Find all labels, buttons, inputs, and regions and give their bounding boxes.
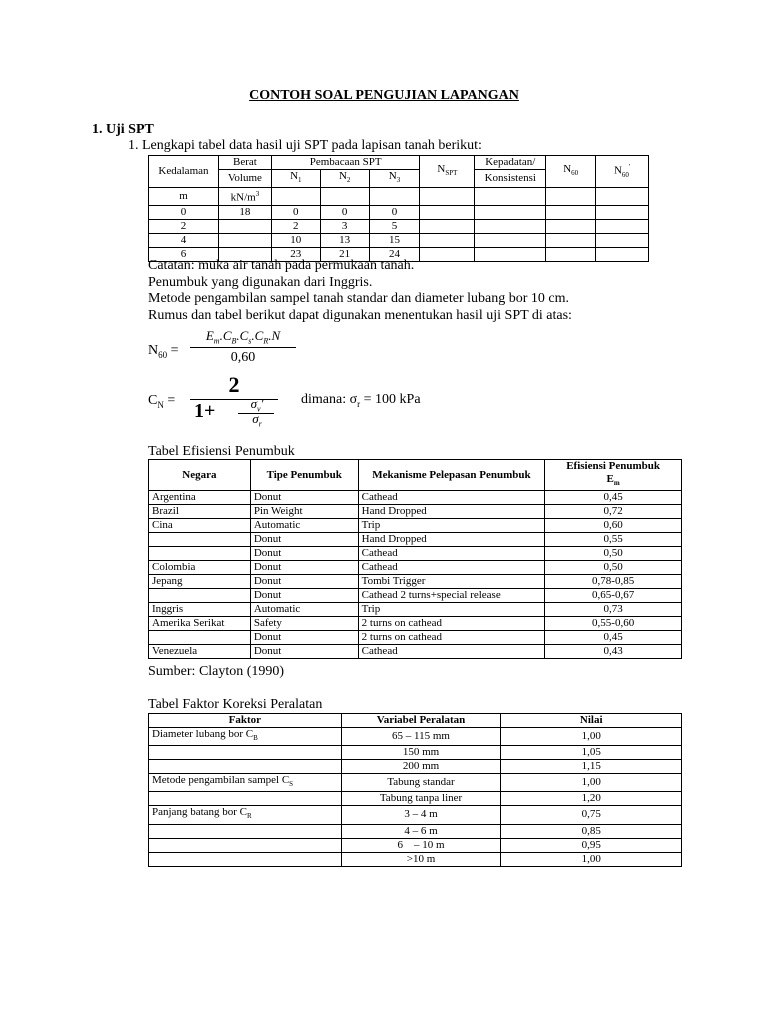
table-row xyxy=(149,233,649,247)
cell-n1: 23 xyxy=(271,247,320,261)
cell-efisiensi: 0,45 xyxy=(545,631,682,645)
cell-faktor xyxy=(149,838,342,852)
table-row xyxy=(149,589,682,603)
page-title: CONTOH SOAL PENGUJIAN LAPANGAN xyxy=(249,88,519,103)
header-n2: $N_2$ xyxy=(320,170,369,188)
fraction-line xyxy=(190,347,296,348)
cell-negara xyxy=(149,631,251,645)
header-tipe: Tipe Penumbuk xyxy=(250,460,358,491)
cell-faktor xyxy=(149,774,342,792)
cell-kedalaman: 6 xyxy=(149,247,219,261)
faktor-text: Panjang batang bor C xyxy=(152,806,248,819)
table-row xyxy=(149,852,682,866)
formula-n60-numerator: $E_m.C_B.C_s.C_R.N$ xyxy=(205,328,281,346)
table-row xyxy=(149,205,649,219)
table-row xyxy=(149,792,682,806)
cell-nilai: 1,00 xyxy=(501,774,682,792)
cell-empty xyxy=(546,233,596,247)
cell-negara xyxy=(149,589,251,603)
cell-variabel: >10 m xyxy=(341,852,501,866)
cell-nilai: 0,75 xyxy=(501,806,682,824)
header-nilai: Nilai xyxy=(501,714,682,728)
cell-empty xyxy=(420,205,475,219)
cell-mekanisme: 2 turns on cathead xyxy=(358,617,545,631)
cell-negara: Argentina xyxy=(149,491,251,505)
formula-cn-lhs: $C_N$ = xyxy=(148,393,176,410)
unit-kn: $kN/m^3$ xyxy=(218,188,271,206)
faktor-subscript: R xyxy=(247,812,252,821)
cell-variabel: 65 – 115 mm xyxy=(341,728,501,746)
cell-faktor xyxy=(149,824,342,838)
cell-kedalaman: 2 xyxy=(149,219,219,233)
cell-variabel: 4 – 6 m xyxy=(341,824,501,838)
source-note: Sumber: Clayton (1990) xyxy=(148,664,285,679)
table-row xyxy=(149,603,682,617)
cell-efisiensi: 0,78-0,85 xyxy=(545,575,682,589)
faktor-text: Diameter lubang bor C xyxy=(152,728,254,740)
table-row xyxy=(149,746,682,760)
eff-table-title: Tabel Efisiensi Penumbuk xyxy=(148,444,295,459)
table-row xyxy=(149,491,682,505)
task-item: 1. Lengkapi tabel data hasil uji SPT pada lapisan tanah berikut: xyxy=(128,138,482,153)
cell-berat xyxy=(218,219,271,233)
cell-kedalaman: 0 xyxy=(149,205,219,219)
table-row xyxy=(149,838,682,852)
formula-cn-denominator: 1+ xyxy=(194,400,216,422)
table-row xyxy=(149,561,682,575)
cell-efisiensi: 0,60 xyxy=(545,519,682,533)
header-variabel: Variabel Peralatan xyxy=(341,714,501,728)
table-row xyxy=(149,219,649,233)
cell-mekanisme: Hand Dropped xyxy=(358,533,545,547)
cell-efisiensi: 0,45 xyxy=(545,491,682,505)
sigma-r-term: $\sigma_r$ xyxy=(252,411,262,429)
cell-variabel: 150 mm xyxy=(341,746,501,760)
cell-negara: Cina xyxy=(149,519,251,533)
formula-n60-denominator: 0,60 xyxy=(230,350,256,365)
header-kedalaman: Kedalaman xyxy=(149,156,219,188)
cell-empty xyxy=(596,233,649,247)
table-row xyxy=(149,824,682,838)
table-row xyxy=(149,519,682,533)
cell-empty xyxy=(596,205,649,219)
cell-mekanisme: 2 turns on cathead xyxy=(358,631,545,645)
header-nspt: $N_{SPT}$ xyxy=(420,156,475,188)
sigma-v-term: $\sigma_v'$ xyxy=(250,396,264,414)
header-mekanisme: Mekanisme Pelepasan Penumbuk xyxy=(358,460,545,491)
notes-block xyxy=(148,258,572,324)
cell-tipe: Donut xyxy=(250,561,358,575)
cell-variabel: 200 mm xyxy=(341,760,501,774)
cell-empty xyxy=(475,233,546,247)
cell-n3: 5 xyxy=(369,219,420,233)
cell-tipe: Donut xyxy=(250,547,358,561)
cell-mekanisme: Hand Dropped xyxy=(358,505,545,519)
cell-efisiensi: 0,55 xyxy=(545,533,682,547)
cell-efisiensi: 0,50 xyxy=(545,561,682,575)
cell-empty xyxy=(475,219,546,233)
cell-nilai: 0,85 xyxy=(501,824,682,838)
cell-mekanisme: Cathead xyxy=(358,645,545,659)
formula-n60-lhs: $N_{60}$ = xyxy=(148,343,179,360)
cell-negara xyxy=(149,533,251,547)
cell-mekanisme: Trip xyxy=(358,603,545,617)
cell-faktor xyxy=(149,852,342,866)
cell-tipe: Donut xyxy=(250,575,358,589)
cell-mekanisme: Cathead xyxy=(358,561,545,575)
cell-mekanisme: Cathead xyxy=(358,491,545,505)
cell-n2: 0 xyxy=(320,205,369,219)
cell-negara: Inggris xyxy=(149,603,251,617)
cell-tipe: Donut xyxy=(250,589,358,603)
header-efisiensi: Efisiensi Penumbuk $E_m$ xyxy=(545,460,682,491)
table-row xyxy=(149,645,682,659)
cell-efisiensi: 0,65-0,67 xyxy=(545,589,682,603)
unit-m: m xyxy=(149,188,219,206)
cell-tipe: Donut xyxy=(250,491,358,505)
header-kepadatan: Kepadatan/ xyxy=(475,156,546,170)
cell-empty xyxy=(475,205,546,219)
dimana-note: dimana: $\sigma_r = 100$ kPa xyxy=(301,392,421,409)
cell-mekanisme: Tombi Trigger xyxy=(358,575,545,589)
cell-negara xyxy=(149,547,251,561)
cell-faktor xyxy=(149,792,342,806)
header-berat: Berat xyxy=(218,156,271,170)
header-faktor: Faktor xyxy=(149,714,342,728)
kor-table-title: Tabel Faktor Koreksi Peralatan xyxy=(148,697,323,712)
faktor-subscript: S xyxy=(289,780,294,789)
cell-efisiensi: 0,50 xyxy=(545,547,682,561)
cell-negara: Venezuela xyxy=(149,645,251,659)
header-n60: $N_{60}$ xyxy=(546,156,596,188)
cell-nilai: 1,00 xyxy=(501,852,682,866)
cell-tipe: Safety xyxy=(250,617,358,631)
cell-efisiensi: 0,72 xyxy=(545,505,682,519)
cell-negara: Brazil xyxy=(149,505,251,519)
cell-efisiensi: 0,43 xyxy=(545,645,682,659)
cell-empty xyxy=(420,219,475,233)
cell-variabel: 3 – 4 m xyxy=(341,806,501,824)
cell-tipe: Automatic xyxy=(250,603,358,617)
cell-berat: 18 xyxy=(218,205,271,219)
cell-n1: 10 xyxy=(271,233,320,247)
cell-negara: Jepang xyxy=(149,575,251,589)
cell-nilai: 1,20 xyxy=(501,792,682,806)
note-line: Metode pengambilan sampel tanah standar dan diameter lubang bor 10 cm. xyxy=(148,291,570,306)
cell-n3: 24 xyxy=(369,247,420,261)
table-row xyxy=(149,575,682,589)
cell-tipe: Donut xyxy=(250,645,358,659)
cell-empty xyxy=(420,233,475,247)
cell-tipe: Pin Weight xyxy=(250,505,358,519)
cell-n2: 21 xyxy=(320,247,369,261)
cell-tipe: Donut xyxy=(250,631,358,645)
cell-tipe: Automatic xyxy=(250,519,358,533)
cell-n2: 13 xyxy=(320,233,369,247)
cell-berat xyxy=(218,233,271,247)
header-pembacaan: Pembacaan SPT xyxy=(271,156,420,170)
cell-tipe: Donut xyxy=(250,533,358,547)
cell-mekanisme: Cathead xyxy=(358,547,545,561)
note-line: Rumus dan tabel berikut dapat digunakan menentukan hasil uji SPT di atas: xyxy=(148,307,572,323)
table-row xyxy=(149,760,682,774)
table-row xyxy=(149,617,682,631)
correction-table xyxy=(148,713,682,867)
table-row xyxy=(149,806,682,824)
header-volume: Volume xyxy=(218,170,271,188)
cell-nilai: 0,95 xyxy=(501,838,682,852)
table-row xyxy=(149,774,682,792)
cell-variabel: 6 – 10 m xyxy=(341,838,501,852)
cell-nilai: 1,00 xyxy=(501,728,682,746)
cell-faktor xyxy=(149,728,342,746)
cell-variabel: Tabung tanpa liner xyxy=(341,792,501,806)
efficiency-table xyxy=(148,459,682,659)
cell-n3: 0 xyxy=(369,205,420,219)
cell-n1: 2 xyxy=(271,219,320,233)
cell-mekanisme: Trip xyxy=(358,519,545,533)
cell-faktor xyxy=(149,760,342,774)
cell-n1: 0 xyxy=(271,205,320,219)
cell-nilai: 1,05 xyxy=(501,746,682,760)
cell-kedalaman: 4 xyxy=(149,233,219,247)
cell-empty xyxy=(546,219,596,233)
cell-efisiensi: 0,73 xyxy=(545,603,682,617)
cell-variabel: Tabung standar xyxy=(341,774,501,792)
table-row xyxy=(149,505,682,519)
cell-faktor xyxy=(149,746,342,760)
header-n3: $N_3$ xyxy=(369,170,420,188)
header-negara: Negara xyxy=(149,460,251,491)
note-line: Catatan: muka air tanah pada permukaan tanah. xyxy=(148,258,415,273)
cell-empty xyxy=(596,247,649,261)
cell-n3: 15 xyxy=(369,233,420,247)
table-row xyxy=(149,533,682,547)
cell-faktor xyxy=(149,806,342,824)
table-row xyxy=(149,631,682,645)
cell-empty xyxy=(596,219,649,233)
header-n1: $N_1$ xyxy=(271,170,320,188)
note-line: Penumbuk yang digunakan dari Inggris. xyxy=(148,274,373,290)
cell-nilai: 1,15 xyxy=(501,760,682,774)
cell-negara: Colombia xyxy=(149,561,251,575)
section-heading: 1. Uji SPT xyxy=(92,122,154,137)
cell-mekanisme: Cathead 2 turns+special release xyxy=(358,589,545,603)
table-row xyxy=(149,728,682,746)
faktor-text: Metode pengambilan sampel C xyxy=(152,774,290,787)
table-row xyxy=(149,547,682,561)
formula-cn-numerator: 2 xyxy=(228,372,240,397)
spt-table xyxy=(148,155,649,262)
cell-efisiensi: 0,55-0,60 xyxy=(545,617,682,631)
header-n60-prime: $N_{60}'$ xyxy=(596,156,649,188)
cell-negara: Amerika Serikat xyxy=(149,617,251,631)
cell-n2: 3 xyxy=(320,219,369,233)
header-konsistensi: Konsistensi xyxy=(475,170,546,188)
cell-empty xyxy=(546,205,596,219)
faktor-subscript: B xyxy=(253,734,258,743)
